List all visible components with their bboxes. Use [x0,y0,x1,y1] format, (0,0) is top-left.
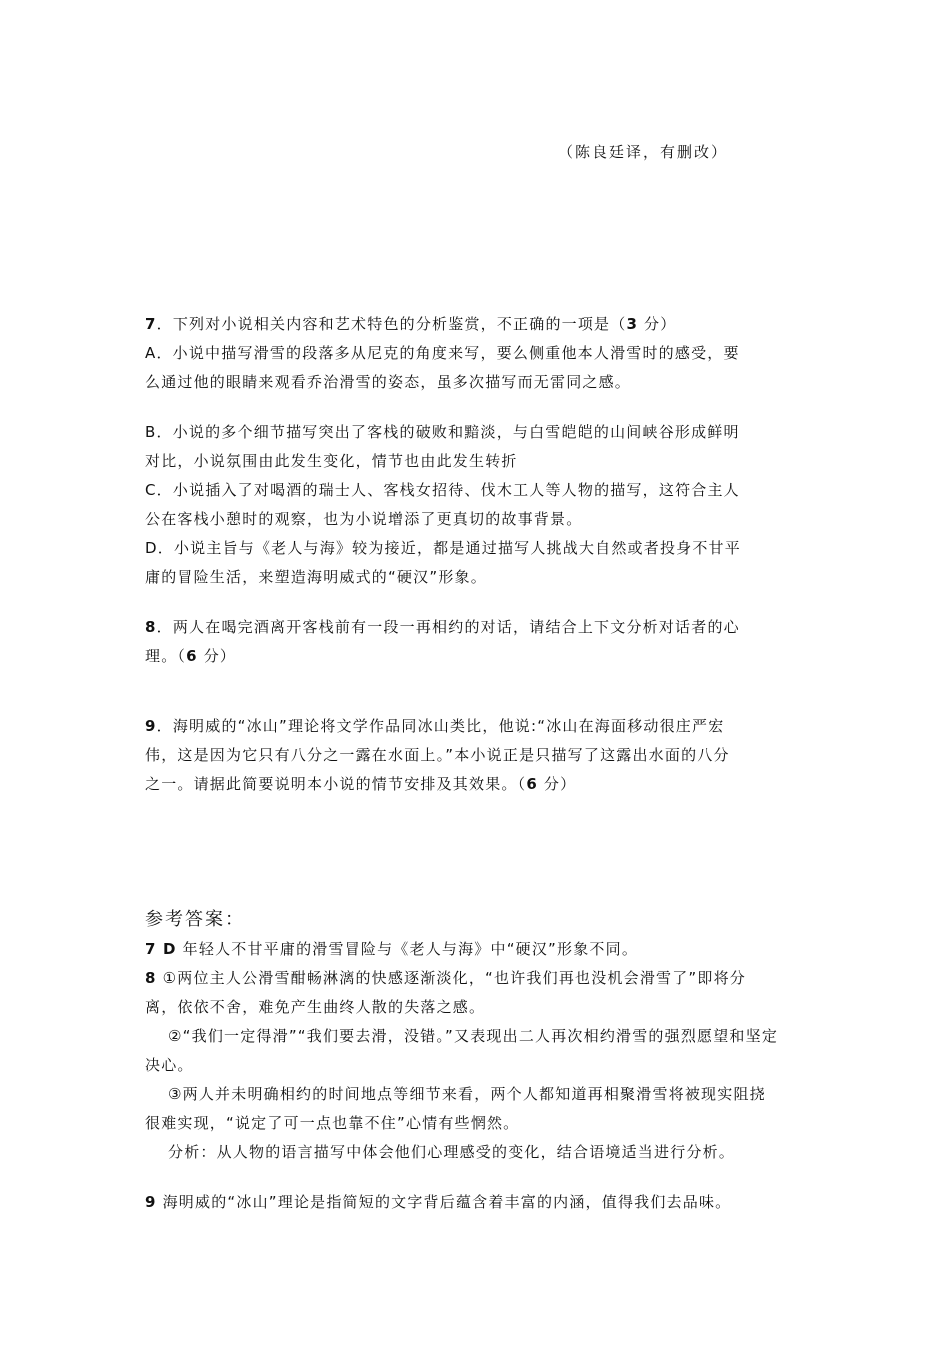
question-7-number: 7 [145,315,157,333]
answer-8-line-5: ③两人并未明确相约的时间地点等细节来看，两个人都知道再相聚滑雪将被现实阻挠 [168,1085,766,1103]
question-8-line-2 [145,646,236,666]
question-9-line-2: 伟，这是因为它只有八分之一露在水面上。”本小说正是只描写了这露出水面的八分 [145,746,730,764]
question-8-score: 6 [186,647,198,665]
answer-9-text: 海明威的“冰山”理论是指简短的文字背后蕴含着丰富的内涵，值得我们去品味。 [156,1193,732,1211]
answer-8-line-2: 离，依依不舍，难免产生曲终人散的失落之感。 [145,998,486,1016]
question-9-number: 9 [145,717,157,735]
answer-9 [145,1192,731,1212]
question-9-score-tail: 分） [537,775,577,793]
question-8-text: ．两人在喝完酒离开客栈前有一段一再相约的对话，请结合上下文分析对话者的心 [156,618,740,636]
option-d-line-1: D．小说主旨与《老人与海》较为接近，都是通过描写人挑战大自然或者投身不甘平 [145,539,741,557]
option-b-line-2: 对比，小说氛围由此发生变化，情节也由此发生转折 [145,452,518,470]
option-d-line-2: 庸的冒险生活，来塑造海明威式的“硬汉”形象。 [145,568,487,586]
answer-7-text: 年轻人不甘平庸的滑雪冒险与《老人与海》中“硬汉”形象不同。 [176,940,639,958]
question-9-tail: 之一。请据此简要说明本小说的情节安排及其效果。（ [145,775,527,793]
option-c-line-1: C．小说插入了对喝酒的瑞士人、客栈女招待、伐木工人等人物的描写，这符合主人 [145,481,740,499]
question-8-number: 8 [145,618,157,636]
option-a-line-2: 么通过他的眼睛来观看乔治滑雪的姿态，虽多次描写而无雷同之感。 [145,373,632,391]
question-7-score-tail: 分） [638,315,677,333]
answer-8-analysis: 分析：从人物的语言描写中体会他们心理感受的变化，结合语境适当进行分析。 [168,1143,736,1161]
question-8-tail: 理。（ [145,647,187,665]
question-9-line-3 [145,774,576,794]
answer-8-line-6: 很难实现，“说定了可一点也靠不住”心情有些惘然。 [145,1114,520,1132]
answers-title: 参考答案： [145,909,245,930]
option-c-line-2: 公在客栈小憩时的观察，也为小说增添了更真切的故事背景。 [145,510,583,528]
answer-9-label: 9 [145,1193,157,1211]
answer-8-line-1 [145,968,746,988]
question-7-score: 3 [626,315,639,333]
answer-8-text: ①两位主人公滑雪酣畅淋漓的快感逐渐淡化，“也许我们再也没机会滑雪了”即将分 [156,969,747,987]
option-a-line-1: A．小说中描写滑雪的段落多从尼克的角度来写，要么侧重他本人滑雪时的感受，要 [145,344,740,362]
answer-7 [145,939,638,959]
question-9-text: ．海明威的“冰山”理论将文学作品同冰山类比，他说:“冰山在海面移动很庄严宏 [156,717,725,735]
question-8-score-tail: 分） [197,647,237,665]
question-9-score: 6 [526,775,538,793]
source-note: （陈良廷译，有删改） [558,143,729,161]
question-7 [145,314,676,334]
question-7-stem: ．下列对小说相关内容和艺术特色的分析鉴赏，不正确的一项是（ [156,315,627,333]
option-b-line-1: B．小说的多个细节描写突出了客栈的破败和黯淡，与白雪皑皑的山间峡谷形成鲜明 [145,423,740,441]
question-9-line-1 [145,716,724,736]
answer-8-line-4: 决心。 [145,1056,194,1074]
question-8-line-1 [145,617,740,637]
answer-8-label: 8 [145,969,157,987]
answer-8-line-3: ②“我们一定得滑”“我们要去滑，没错。”又表现出二人再次相约滑雪的强烈愿望和坚定 [168,1027,779,1045]
answer-7-label: 7 D [145,940,177,958]
